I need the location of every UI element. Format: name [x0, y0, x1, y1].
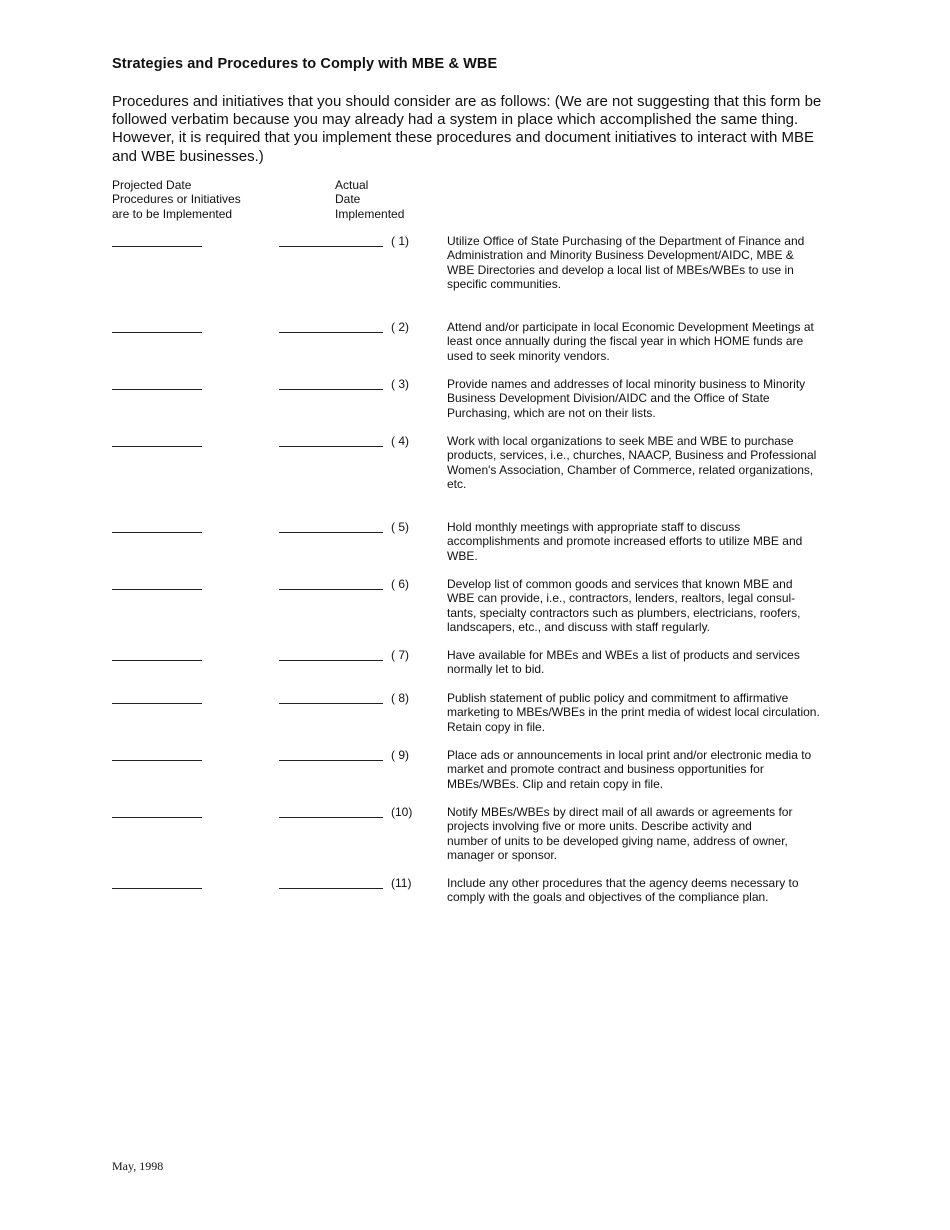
item-number: ( 7) [391, 648, 409, 662]
column-header-line: Date [335, 192, 361, 207]
column-header-line: Procedures or Initiatives [112, 192, 241, 207]
projected-date-blank[interactable] [112, 389, 202, 390]
actual-date-blank[interactable] [279, 332, 383, 333]
procedure-item-8 [0, 691, 950, 751]
projected-date-blank[interactable] [112, 660, 202, 661]
projected-date-column-header [112, 178, 241, 221]
actual-date-blank[interactable] [279, 703, 383, 704]
item-number: (10) [391, 805, 413, 819]
page-title: Strategies and Procedures to Comply with MBE & WBE [112, 56, 498, 72]
item-number: ( 5) [391, 520, 409, 534]
procedure-item-11 [0, 876, 950, 936]
item-description: Work with local organizations to seek MBE and WBE to purchase products, services, i.e., churches, NAACP, Business and Professional Women's Association, Chamber of Commerce, related organizations, etc. [447, 434, 817, 491]
item-description: Develop list of common goods and services that known MBE and WBE can provide, i.e., contractors, lenders, realtors, legal consul- tants, specialty contractors such as plumbers, electricians, roofers, landscapers, etc., and discuss with staff regularly. [447, 577, 801, 634]
actual-date-blank[interactable] [279, 446, 383, 447]
procedure-item-3 [0, 377, 950, 437]
item-description: Place ads or announcements in local print and/or electronic media to market and promote contract and business opportunities for MBEs/WBEs. Clip and retain copy in file. [447, 748, 812, 791]
projected-date-blank[interactable] [112, 817, 202, 818]
item-description: Publish statement of public policy and commitment to affirmative marketing to MBEs/WBEs in the print media of widest local circulation. Retain copy in file. [447, 691, 820, 734]
column-header-line: Actual [335, 178, 369, 192]
item-description: Notify MBEs/WBEs by direct mail of all awards or agreements for projects involving five or more units. Describe activity and number of units to be developed giving name, address of owner, manager or sponsor. [447, 805, 793, 862]
projected-date-blank[interactable] [112, 888, 202, 889]
column-header-line: Implemented [335, 206, 405, 221]
procedure-item-1 [0, 234, 950, 294]
projected-date-blank[interactable] [112, 332, 202, 333]
projected-date-blank[interactable] [112, 446, 202, 447]
projected-date-blank[interactable] [112, 703, 202, 704]
item-number: (11) [391, 876, 412, 890]
actual-date-blank[interactable] [279, 389, 383, 390]
item-description: Attend and/or participate in local Economic Development Meetings at least once annually during the fiscal year in which HOME funds are used to seek minority vendors. [447, 320, 814, 363]
item-description: Have available for MBEs and WBEs a list of products and services normally let to bid. [447, 648, 800, 677]
intro-paragraph: Procedures and initiatives that you should consider are as follows: (We are not suggesting that this form be followed verbatim because you may already had a system in place which accomplished the same thing. However, it is required that you implement these procedures and document initiatives to interact with MBE and WBE businesses.) [112, 93, 822, 165]
actual-date-blank[interactable] [279, 660, 383, 661]
column-header-line: Projected Date [112, 178, 192, 192]
item-number: ( 2) [391, 320, 409, 334]
projected-date-blank[interactable] [112, 532, 202, 533]
item-number: ( 4) [391, 434, 409, 448]
item-number: ( 9) [391, 748, 409, 762]
item-description: Provide names and addresses of local minority business to Minority Business Development Division/AIDC and the Office of State Purchasing, which are not on their lists. [447, 377, 806, 420]
projected-date-blank[interactable] [112, 246, 202, 247]
actual-date-blank[interactable] [279, 532, 383, 533]
actual-date-blank[interactable] [279, 760, 383, 761]
item-description: Utilize Office of State Purchasing of the Department of Finance and Administration and Minority Business Development/AIDC, MBE & WBE Directories and develop a local list of MBEs/WBEs to use in specific communities. [447, 234, 805, 291]
item-description: Hold monthly meetings with appropriate staff to discuss accomplishments and promote increased efforts to utilize MBE and WBE. [447, 520, 803, 563]
actual-date-blank[interactable] [279, 888, 383, 889]
procedure-item-9 [0, 748, 950, 808]
item-description: Include any other procedures that the agency deems necessary to comply with the goals and objectives of the compliance plan. [447, 876, 799, 905]
item-number: ( 8) [391, 691, 409, 705]
procedure-item-5 [0, 520, 950, 580]
actual-date-blank[interactable] [279, 589, 383, 590]
projected-date-blank[interactable] [112, 760, 202, 761]
actual-date-column-header [335, 178, 404, 221]
procedure-item-10 [0, 805, 950, 865]
procedure-item-2 [0, 320, 950, 380]
item-number: ( 1) [391, 234, 409, 248]
column-header-line: are to be Implemented [112, 206, 233, 221]
procedure-item-4 [0, 434, 950, 494]
item-number: ( 3) [391, 377, 409, 391]
projected-date-blank[interactable] [112, 589, 202, 590]
procedure-item-6 [0, 577, 950, 637]
actual-date-blank[interactable] [279, 246, 383, 247]
footer-date: May, 1998 [112, 1159, 164, 1173]
actual-date-blank[interactable] [279, 817, 383, 818]
item-number: ( 6) [391, 577, 409, 591]
